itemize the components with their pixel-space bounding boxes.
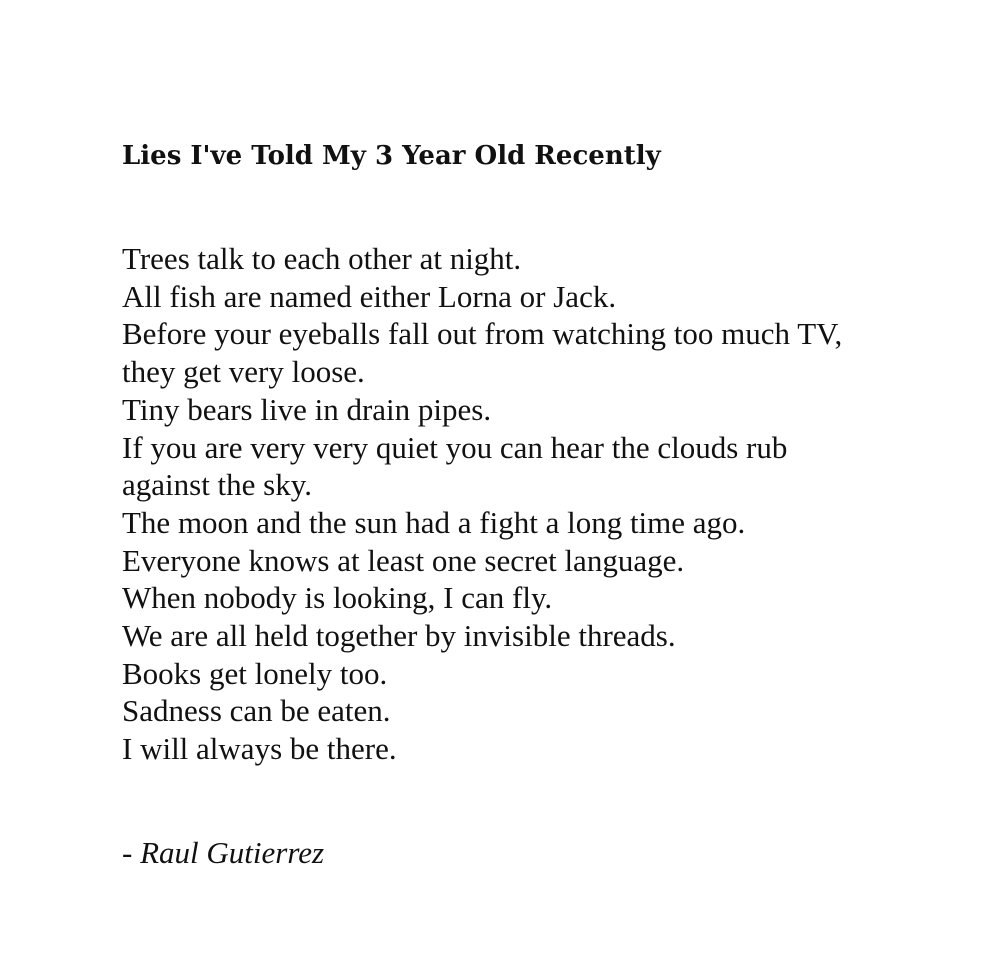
poem-line: Books get lonely too. — [122, 655, 388, 691]
poem-line: If you are very very quiet you can hear the clouds rub — [122, 429, 788, 465]
poem-line: I will always be there. — [122, 731, 397, 767]
poem-attribution — [122, 834, 324, 872]
poem-line: Tiny bears live in drain pipes. — [122, 391, 492, 427]
poem-line: against the sky. — [122, 467, 312, 503]
author-name: Raul Gutierrez — [140, 835, 325, 870]
poem-line: Everyone knows at least one secret language. — [122, 542, 685, 578]
poem-line: they get very loose. — [122, 354, 365, 390]
poem-line: Before your eyeballs fall out from watching too much TV, — [122, 316, 843, 352]
poem-line: We are all held together by invisible threads. — [122, 618, 676, 654]
poem-title: Lies I've Told My 3 Year Old Recently — [122, 141, 661, 171]
poem-body — [122, 240, 982, 768]
poem-line: All fish are named either Lorna or Jack. — [122, 278, 617, 314]
poem-line: When nobody is looking, I can fly. — [122, 580, 553, 616]
poem-line: The moon and the sun had a fight a long time ago. — [122, 504, 746, 540]
poem-line: Sadness can be eaten. — [122, 693, 391, 729]
poem-line: Trees talk to each other at night. — [122, 241, 522, 276]
attribution-dash: - — [122, 835, 141, 870]
